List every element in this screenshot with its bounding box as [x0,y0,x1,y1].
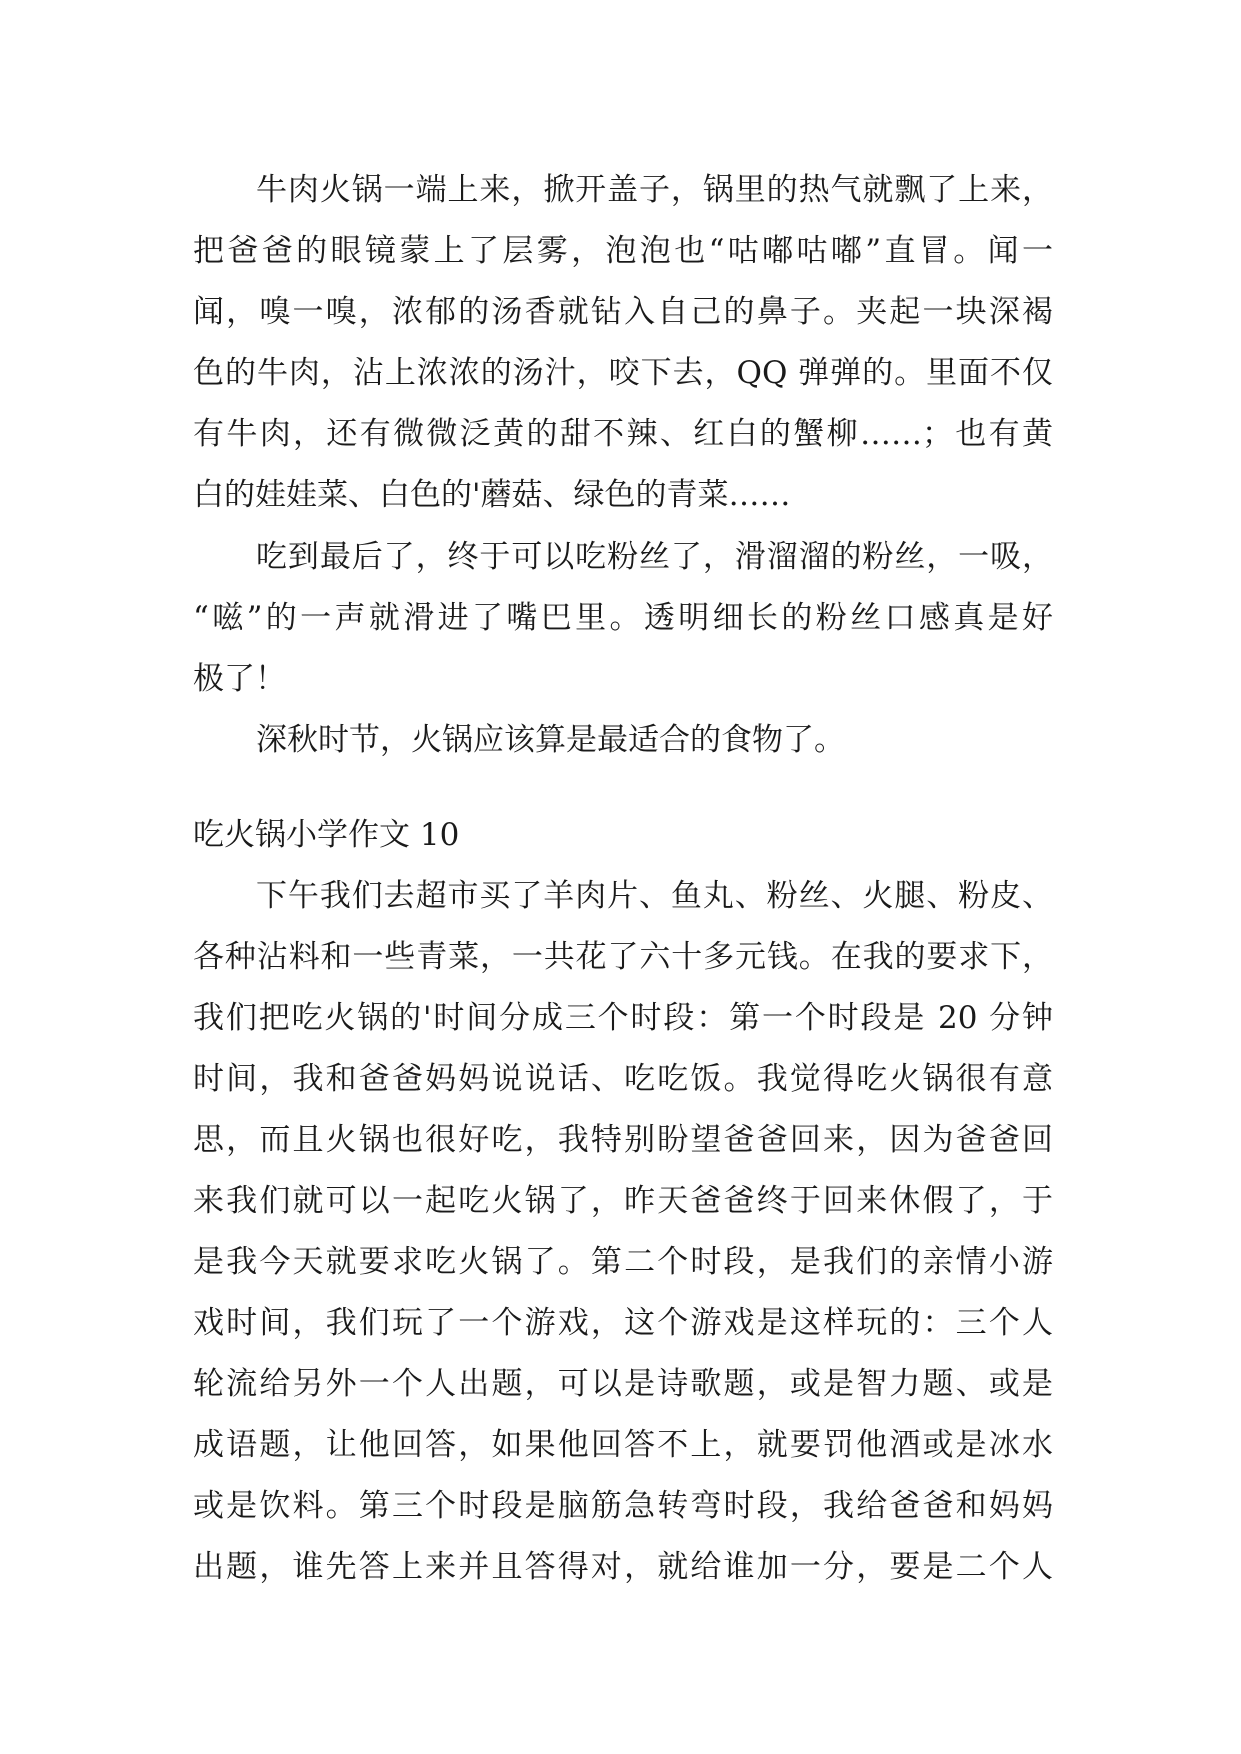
paragraph-3-line-1: 深秋时节，火锅应该算是最适合的食物了。 [256,722,845,758]
paragraph-4-line-7: 是我今天就要求吃火锅了。第二个时段，是我们的亲情小游 [193,1244,1053,1280]
paragraph-4-line-1: 下午我们去超市买了羊肉片、鱼丸、粉丝、火腿、粉皮、 [256,878,1053,914]
paragraph-2-line-1: 吃到最后了，终于可以吃粉丝了，滑溜溜的粉丝，一吸， [256,539,1053,575]
paragraph-4-line-12: 出题，谁先答上来并且答得对，就给谁加一分，要是二个人 [193,1549,1053,1585]
paragraph-4-line-11: 或是饮料。第三个时段是脑筋急转弯时段，我给爸爸和妈妈 [193,1488,1053,1524]
paragraph-1-line-2: 把爸爸的眼镜蒙上了层雾，泡泡也“咕嘟咕嘟”直冒。闻一 [193,233,1053,269]
paragraph-4-line-6: 来我们就可以一起吃火锅了，昨天爸爸终于回来休假了，于 [193,1183,1053,1219]
paragraph-4-line-2: 各种沾料和一些青菜，一共花了六十多元钱。在我的要求下， [193,939,1053,975]
paragraph-1-line-4: 色的牛肉，沾上浓浓的汤汁，咬下去，QQ 弹弹的。里面不仅 [193,355,1053,391]
paragraph-4-line-4: 时间，我和爸爸妈妈说说话、吃吃饭。我觉得吃火锅很有意 [193,1061,1053,1097]
paragraph-4-line-10: 成语题，让他回答，如果他回答不上，就要罚他酒或是冰水 [193,1427,1053,1463]
paragraph-1-line-6: 白的娃娃菜、白色的'蘑菇、绿色的青菜…… [193,477,791,513]
paragraph-4-line-8: 戏时间，我们玩了一个游戏，这个游戏是这样玩的：三个人 [193,1305,1053,1341]
section-title: 吃火锅小学作文 10 [193,817,460,853]
paragraph-1-line-5: 有牛肉，还有微微泛黄的甜不辣、红白的蟹柳……；也有黄 [193,416,1053,452]
paragraph-1-line-1: 牛肉火锅一端上来，掀开盖子，锅里的热气就飘了上来， [256,172,1053,208]
paragraph-4-line-5: 思，而且火锅也很好吃，我特别盼望爸爸回来，因为爸爸回 [193,1122,1053,1158]
paragraph-1-line-3: 闻，嗅一嗅，浓郁的汤香就钻入自己的鼻子。夹起一块深褐 [193,294,1053,330]
paragraph-4-line-3: 我们把吃火锅的'时间分成三个时段：第一个时段是 20 分钟 [193,1000,1053,1036]
paragraph-2-line-3: 极了！ [193,661,286,697]
paragraph-4-line-9: 轮流给另外一个人出题，可以是诗歌题，或是智力题、或是 [193,1366,1053,1402]
paragraph-2-line-2: “嗞”的一声就滑进了嘴巴里。透明细长的粉丝口感真是好 [193,600,1053,636]
